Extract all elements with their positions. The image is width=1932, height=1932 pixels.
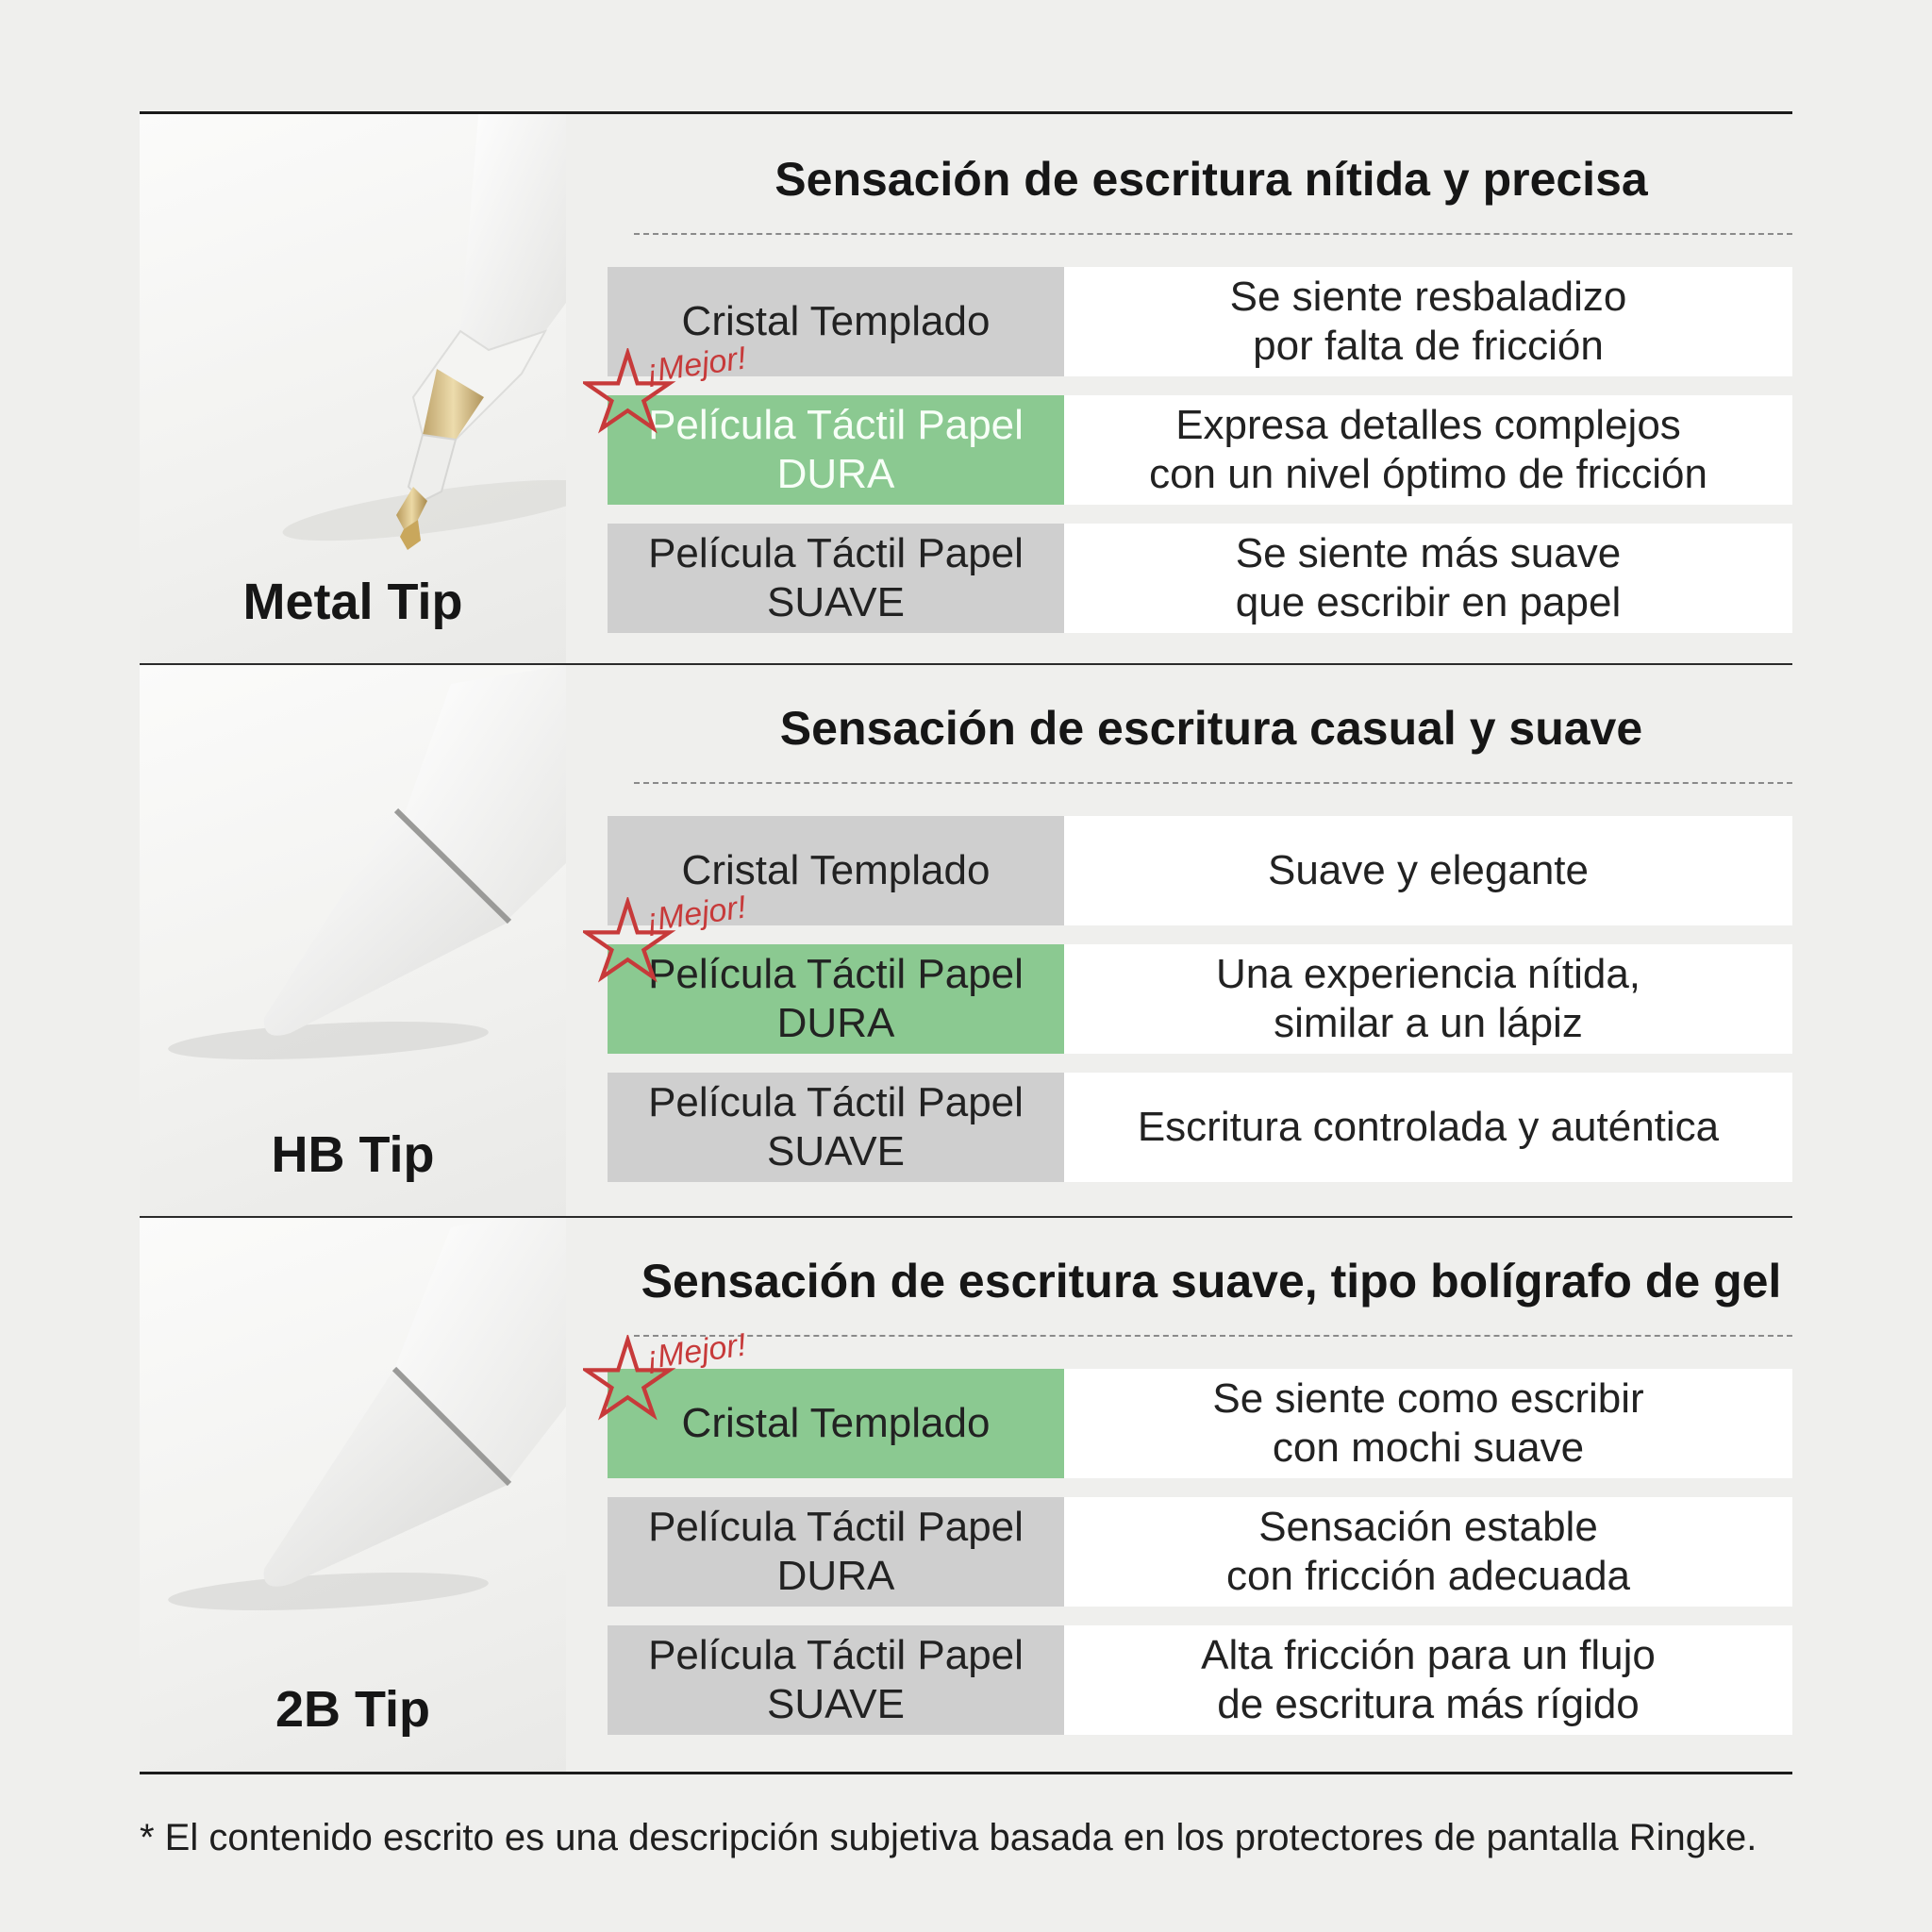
feel-description-cell: Sensación estable con fricción adecuada	[1064, 1497, 1792, 1607]
best-badge: ¡Mejor!	[583, 897, 828, 991]
feel-description-cell: Alta fricción para un flujo de escritura más rígido	[1064, 1625, 1792, 1735]
comparison-row	[608, 1073, 1792, 1182]
film-type-cell-recommended: Cristal Templado	[608, 1369, 1064, 1478]
film-type-cell: Película Táctil Papel DURA	[608, 1497, 1064, 1607]
tip-label: Metal Tip	[242, 574, 463, 630]
comparison-row	[608, 524, 1792, 633]
film-type-cell: Película Táctil Papel SUAVE	[608, 1073, 1064, 1182]
section-2b-tip	[140, 1218, 1792, 1772]
comparison-row	[608, 1625, 1792, 1735]
dashed-divider	[634, 782, 1792, 784]
feel-description-cell: Se siente como escribir con mochi suave	[1064, 1369, 1792, 1478]
feel-description-cell: Se siente más suave que escribir en papel	[1064, 524, 1792, 633]
section-title: Sensación de escritura nítida y precisa	[774, 153, 1648, 206]
section-title: Sensación de escritura casual y suave	[779, 702, 1643, 755]
tip-label: HB Tip	[271, 1126, 435, 1183]
section-metal-tip	[140, 114, 1792, 663]
film-type-cell-recommended: Película Táctil Papel DURA	[608, 944, 1064, 1054]
film-type-cell-recommended: Película Táctil Papel DURA	[608, 395, 1064, 505]
tip-label: 2B Tip	[275, 1681, 431, 1738]
best-badge: ¡Mejor!	[583, 1335, 828, 1429]
feel-description-cell: Una experiencia nítida, similar a un lápiz	[1064, 944, 1792, 1054]
section-hb-tip	[140, 665, 1792, 1216]
feel-description-cell: Se siente resbaladizo por falta de fricción	[1064, 267, 1792, 376]
feel-description-cell: Expresa detalles complejos con un nivel óptimo de fricción	[1064, 395, 1792, 505]
feel-description-cell: Escritura controlada y auténtica	[1064, 1073, 1792, 1182]
film-type-cell: Cristal Templado	[608, 267, 1064, 376]
feel-description-cell: Suave y elegante	[1064, 816, 1792, 925]
section-title: Sensación de escritura suave, tipo bolígrafo de gel	[641, 1255, 1782, 1307]
film-type-cell: Película Táctil Papel SUAVE	[608, 1625, 1064, 1735]
film-type-cell: Película Táctil Papel SUAVE	[608, 524, 1064, 633]
best-badge: ¡Mejor!	[583, 348, 828, 442]
dashed-divider	[634, 233, 1792, 235]
comparison-row	[608, 1497, 1792, 1607]
film-type-cell: Cristal Templado	[608, 816, 1064, 925]
bottom-rule	[140, 1772, 1792, 1774]
footnote: * El contenido escrito es una descripción subjetiva basada en los protectores de pantalla Ringke.	[140, 1817, 1757, 1858]
